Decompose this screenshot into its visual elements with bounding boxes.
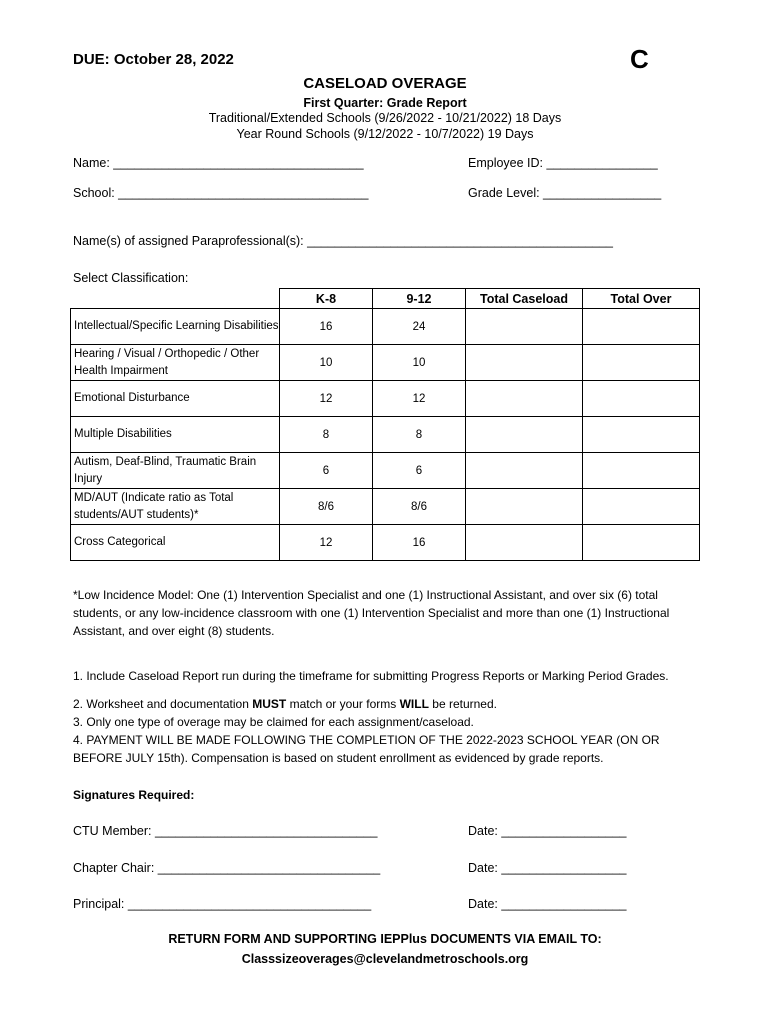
form-letter: C xyxy=(630,44,649,74)
table-row[interactable] xyxy=(71,381,700,417)
total-over-cell[interactable] xyxy=(583,489,700,525)
classification-label: Hearing / Visual / Orthopedic / Other Health Impairment xyxy=(71,345,280,381)
classification-label: Emotional Disturbance xyxy=(71,381,280,417)
table-row[interactable] xyxy=(71,417,700,453)
g912-value: 8/6 xyxy=(373,489,466,525)
must-emphasis: MUST xyxy=(252,697,287,711)
classification-heading: Select Classification: xyxy=(73,271,189,285)
form-subtitle: First Quarter: Grade Report xyxy=(303,96,467,110)
header-blank-cell xyxy=(71,289,280,309)
total-over-cell[interactable] xyxy=(583,381,700,417)
instruction-2-text: be returned. xyxy=(428,697,497,711)
total-caseload-cell[interactable] xyxy=(466,417,583,453)
column-header-total-over: Total Over xyxy=(583,289,700,309)
grade-level-field[interactable]: Grade Level: _________________ xyxy=(468,186,662,200)
k8-value: 10 xyxy=(280,345,373,381)
classification-label: Autism, Deaf-Blind, Traumatic Brain Injury xyxy=(71,453,280,489)
total-caseload-cell[interactable] xyxy=(466,381,583,417)
total-caseload-cell[interactable] xyxy=(466,453,583,489)
return-instructions: RETURN FORM AND SUPPORTING IEPPlus DOCUMENTS VIA EMAIL TO: xyxy=(168,932,602,946)
total-over-cell[interactable] xyxy=(583,345,700,381)
g912-value: 12 xyxy=(373,381,466,417)
return-email[interactable]: Classsizeoverages@clevelandmetroschools.org xyxy=(241,952,529,966)
ctu-member-signature[interactable]: CTU Member: ________________________________ xyxy=(73,824,378,838)
will-emphasis: WILL xyxy=(399,697,429,711)
total-caseload-cell[interactable] xyxy=(466,489,583,525)
classification-label: MD/AUT (Indicate ratio as Total students/AUT students)* xyxy=(71,489,280,525)
instruction-3: 3. Only one type of overage may be claimed for each assignment/caseload. xyxy=(73,715,474,729)
k8-value: 16 xyxy=(280,309,373,345)
table-row[interactable] xyxy=(71,309,700,345)
total-caseload-cell[interactable] xyxy=(466,345,583,381)
classification-table xyxy=(70,288,700,561)
signatures-heading: Signatures Required: xyxy=(73,788,195,802)
g912-value: 10 xyxy=(373,345,466,381)
g912-value: 6 xyxy=(373,453,466,489)
name-field[interactable]: Name: ____________________________________ xyxy=(73,156,364,170)
classification-label: Cross Categorical xyxy=(71,525,280,561)
classification-label: Intellectual/Specific Learning Disabilities xyxy=(71,309,280,345)
due-date: DUE: October 28, 2022 xyxy=(73,51,234,68)
table-header-row xyxy=(71,289,700,309)
g912-value: 8 xyxy=(373,417,466,453)
ctu-member-date[interactable]: Date: __________________ xyxy=(468,824,627,838)
paraprofessional-field[interactable]: Name(s) of assigned Paraprofessional(s): ____________________________________________ xyxy=(73,234,614,248)
table-row[interactable] xyxy=(71,453,700,489)
k8-value: 8/6 xyxy=(280,489,373,525)
classification-label: Multiple Disabilities xyxy=(71,417,280,453)
total-caseload-cell[interactable] xyxy=(466,309,583,345)
chapter-chair-signature[interactable]: Chapter Chair: ________________________________ xyxy=(73,861,381,875)
g912-value: 24 xyxy=(373,309,466,345)
total-over-cell[interactable] xyxy=(583,417,700,453)
table-row[interactable] xyxy=(71,345,700,381)
school-field[interactable]: School: ____________________________________ xyxy=(73,186,369,200)
year-round-schools-dates: Year Round Schools (9/12/2022 - 10/7/2022) 19 Days xyxy=(236,127,534,141)
instruction-2-text: match or your forms xyxy=(286,697,400,711)
instruction-4: 4. PAYMENT WILL BE MADE FOLLOWING THE COMPLETION OF THE 2022-2023 SCHOOL YEAR (ON OR BEFORE JULY 15th). Compensation is based on student enrollment as evidenced by grade reports. xyxy=(73,733,660,765)
k8-value: 8 xyxy=(280,417,373,453)
instruction-1: 1. Include Caseload Report run during the timeframe for submitting Progress Reports or Marking Period Grades. xyxy=(73,669,669,683)
traditional-schools-dates: Traditional/Extended Schools (9/26/2022 - 10/21/2022) 18 Days xyxy=(208,111,562,125)
k8-value: 12 xyxy=(280,525,373,561)
total-over-cell[interactable] xyxy=(583,453,700,489)
table-row[interactable] xyxy=(71,525,700,561)
total-over-cell[interactable] xyxy=(583,309,700,345)
table-row[interactable] xyxy=(71,489,700,525)
k8-value: 12 xyxy=(280,381,373,417)
form-title: CASELOAD OVERAGE xyxy=(303,75,467,92)
column-header-k8: K-8 xyxy=(280,289,373,309)
principal-date[interactable]: Date: __________________ xyxy=(468,897,627,911)
k8-value: 6 xyxy=(280,453,373,489)
total-over-cell[interactable] xyxy=(583,525,700,561)
column-header-9-12: 9-12 xyxy=(373,289,466,309)
employee-id-field[interactable]: Employee ID: ________________ xyxy=(468,156,658,170)
column-header-total-caseload: Total Caseload xyxy=(466,289,583,309)
total-caseload-cell[interactable] xyxy=(466,525,583,561)
low-incidence-footnote: *Low Incidence Model: One (1) Intervention Specialist and one (1) Instructional Assistant, and over six (6) total students, or any low-incidence classroom with one (1) Intervention Specialist and more than one (1) Instructional Assistant, and over eight (8) students. xyxy=(73,588,670,638)
instruction-2 xyxy=(73,695,703,713)
instruction-2-text: 2. Worksheet and documentation xyxy=(73,697,253,711)
principal-signature[interactable]: Principal: ___________________________________ xyxy=(73,897,372,911)
chapter-chair-date[interactable]: Date: __________________ xyxy=(468,861,627,875)
g912-value: 16 xyxy=(373,525,466,561)
